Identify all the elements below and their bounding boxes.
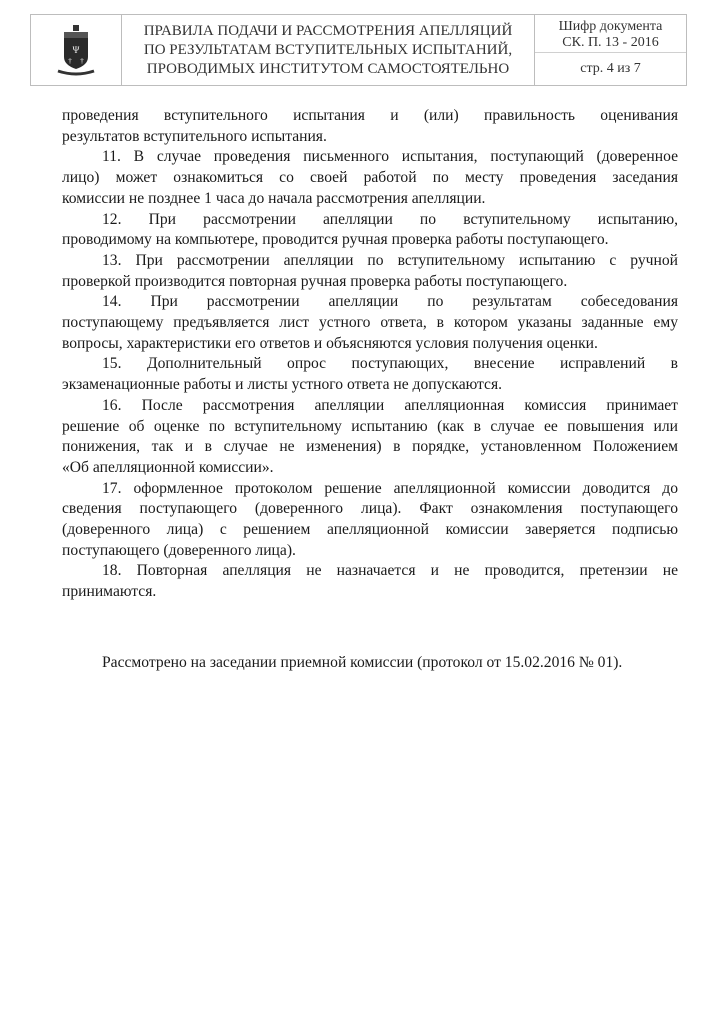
paragraph xyxy=(62,354,678,395)
text-line: «Об апелляционной комиссии». xyxy=(62,458,274,476)
text-line: вопросы, характеристики его ответов и объясняются условия получения оценки. xyxy=(62,334,598,352)
text-line: 15. Дополнительный опрос поступающих, внесение исправлений в xyxy=(102,355,678,373)
document-meta xyxy=(535,15,686,85)
text-line: поступающему предъявляется лист устного ответа, в котором указаны заданные ему xyxy=(62,314,678,332)
code-label: Шифр документа xyxy=(558,19,663,34)
text-line: проведения вступительного испытания и (или) правильность оценивания xyxy=(62,107,678,124)
text-line: сведения поступающего (доверенного лица). Факт ознакомления поступающего xyxy=(62,500,678,518)
text-line: 13. При рассмотрении апелляции по вступительному испытанию с ручной xyxy=(102,251,678,269)
title-line: ПО РЕЗУЛЬТАТАМ ВСТУПИТЕЛЬНЫХ ИСПЫТАНИЙ, xyxy=(143,41,513,58)
svg-text:†: † xyxy=(68,57,72,65)
text-line: 16. После рассмотрения апелляции апелляционная комиссия принимает xyxy=(102,396,678,414)
text-line: 12. При рассмотрении апелляции по вступительному испытанию, xyxy=(102,210,678,228)
text-line: результатов вступительного испытания. xyxy=(62,127,327,145)
text-line: проверкой производится повторная ручная проверка работы поступающего. xyxy=(62,272,568,290)
title-line: ПРОВОДИМЫХ ИНСТИТУТОМ САМОСТОЯТЕЛЬНО xyxy=(146,60,510,77)
text-line: 11. В случае проведения письменного испытания, поступающий (доверенное xyxy=(102,148,678,166)
text-line: 14. При рассмотрении апелляции по результатам собеседования xyxy=(102,293,678,311)
paragraph xyxy=(62,147,678,209)
text-line: комиссии не позднее 1 часа до начала рассмотрения апелляции. xyxy=(62,189,486,207)
paragraph xyxy=(62,292,678,354)
paragraph xyxy=(62,479,678,562)
document-title xyxy=(122,15,535,85)
paragraph xyxy=(62,396,678,479)
document-header xyxy=(30,14,687,86)
paragraph xyxy=(62,210,678,251)
text-line: экзаменационные работы и листы устного ответа не допускаются. xyxy=(62,376,503,394)
text-line: 18. Повторная апелляция не назначается и не проводится, претензии не xyxy=(102,562,678,580)
text-line: проводимому на компьютере, проводится ручная проверка работы поступающего. xyxy=(62,231,609,249)
text-line: решение об оценке по вступительному испытанию (как в случае ее повышения или xyxy=(62,417,678,435)
text-line: (доверенного лица) с решением апелляционной комиссии заверяется подписью xyxy=(62,521,678,539)
institute-logo xyxy=(31,15,122,85)
title-line: ПРАВИЛА ПОДАЧИ И РАССМОТРЕНИЯ АПЕЛЛЯЦИЙ xyxy=(143,22,513,39)
text-line: принимаются. xyxy=(62,583,157,601)
text-line: 17. оформленное протоколом решение апелляционной комиссии доводится до xyxy=(102,479,678,497)
text-line: лицо) может ознакомиться со своей работой по месту проведения заседания xyxy=(62,169,678,187)
code-value: СК. П. 13 - 2016 xyxy=(562,35,659,50)
paragraph xyxy=(62,106,678,147)
coat-of-arms-icon xyxy=(54,23,98,77)
paragraph xyxy=(62,561,678,602)
svg-text:Ψ: Ψ xyxy=(72,45,80,55)
text-line: понижения, так и в случае не изменения) в порядке, установленном Положением xyxy=(62,438,678,456)
svg-text:†: † xyxy=(80,57,84,65)
text-line: поступающего (доверенного лица). xyxy=(62,541,296,559)
page-number: стр. 4 из 7 xyxy=(580,61,641,76)
document-code xyxy=(535,15,686,53)
document-body xyxy=(62,106,678,603)
paragraph xyxy=(62,251,678,292)
approval-note: Рассмотрено на заседании приемной комиссии (протокол от 15.02.2016 № 01). xyxy=(102,654,623,671)
